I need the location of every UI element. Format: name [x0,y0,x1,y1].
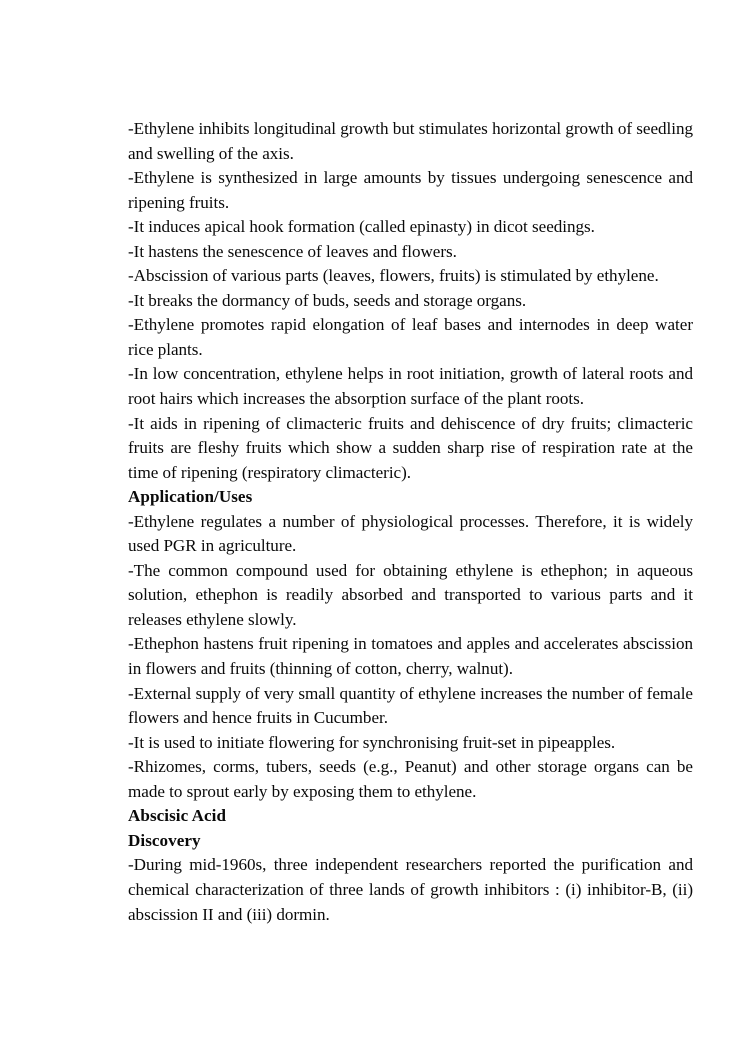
body-paragraph: -Ethylene regulates a number of physiological processes. Therefore, it is widely used PGR in agriculture. [128,511,693,556]
section-heading-discovery: Discovery [128,830,201,850]
body-paragraph: -Abscission of various parts (leaves, flowers, fruits) is stimulated by ethylene. [128,266,659,286]
body-paragraph: -The common compound used for obtaining ethylene is ethephon; in aqueous solution, ethephon is readily absorbed and transported to various parts and it releases ethylene slowly. [128,560,693,629]
body-paragraph: -During mid-1960s, three independent researchers reported the purification and chemical characterization of three lands of growth inhibitors : (i) inhibitor-B, (ii) abscission II and (iii) dormin. [128,855,693,924]
body-paragraph: -Ethephon hastens fruit ripening in tomatoes and apples and accelerates abscission in flowers and fruits (thinning of cotton, cherry, walnut). [128,634,693,679]
body-paragraph: -It induces apical hook formation (called epinasty) in dicot seedings. [128,217,595,237]
section-heading-application-uses: Application/Uses [128,487,253,507]
body-paragraph: -It breaks the dormancy of buds, seeds and storage organs. [128,290,527,310]
body-paragraph: -Rhizomes, corms, tubers, seeds (e.g., Peanut) and other storage organs can be made to sprout early by exposing them to ethylene. [128,757,693,801]
body-paragraph: -It hastens the senescence of leaves and flowers. [128,241,457,261]
document-text-column [128,117,693,927]
section-heading-abscisic-acid: Abscisic Acid [128,806,226,826]
body-paragraph: -Ethylene is synthesized in large amounts by tissues undergoing senescence and ripening fruits. [128,168,693,212]
body-paragraph: -Ethylene inhibits longitudinal growth but stimulates horizontal growth of seedling and swelling of the axis. [128,119,693,163]
body-paragraph: -In low concentration, ethylene helps in root initiation, growth of lateral roots and root hairs which increases the absorption surface of the plant roots. [128,364,693,409]
body-paragraph: -External supply of very small quantity of ethylene increases the number of female flowers and hence fruits in Cucumber. [128,683,693,728]
body-paragraph: -Ethylene promotes rapid elongation of leaf bases and internodes in deep water rice plants. [128,315,693,359]
body-paragraph: -It is used to initiate flowering for synchronising fruit-set in pipeapples. [128,732,616,752]
body-paragraph: -It aids in ripening of climacteric fruits and dehiscence of dry fruits; climacteric fruits are fleshy fruits which show a sudden sharp rise of respiration rate at the time of ripening (respiratory climacteric). [128,413,693,482]
